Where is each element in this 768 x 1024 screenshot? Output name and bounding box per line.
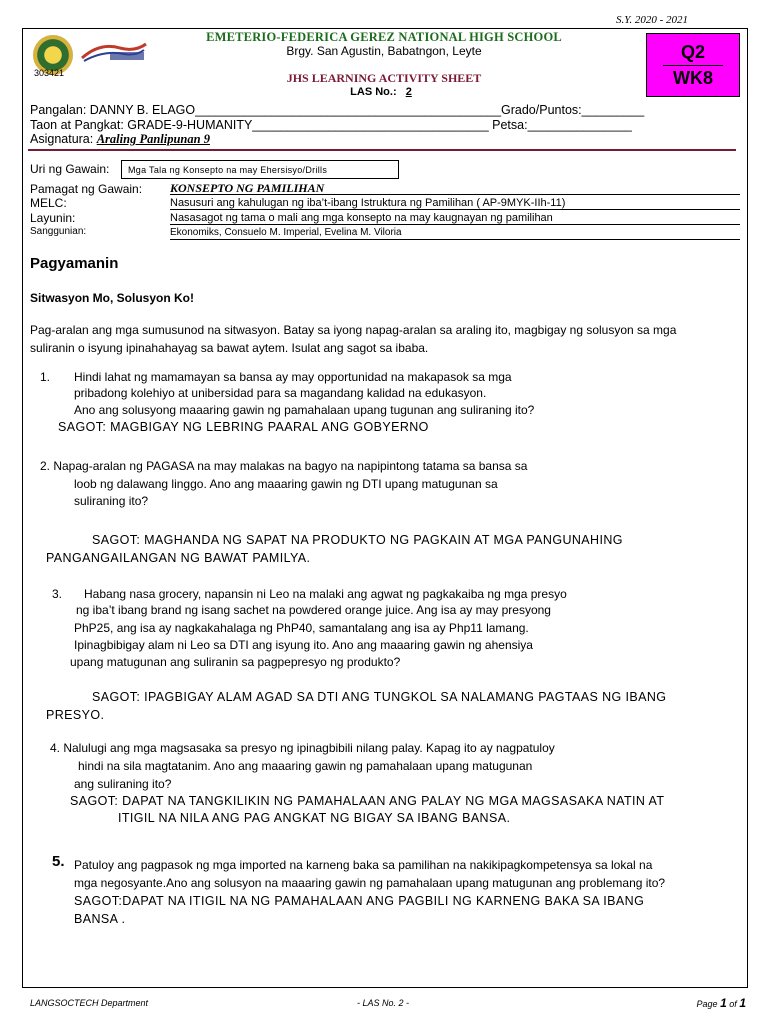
melc-label: MELC: [30,196,67,210]
layunin-label: Layunin: [30,211,76,225]
week-label: WK8 [673,68,713,88]
q4-line-2: hindi na sila magtatanim. Ano ang maaaring gawin ng pamahalaan upang matugunan [78,759,533,773]
school-id: 303421 [34,68,65,78]
footer-las: - LAS No. 2 - [357,998,410,1008]
subject-value: Araling Panlipunan 9 [96,132,210,146]
student-name-line: Pangalan: DANNY B. ELAGO____________________________________________Grado/Puntos:_________ [30,103,645,117]
q3-line-1: Habang nasa grocery, napansin ni Leo na malaki ang agwat ng pagkakaiba ng mga presyo [84,587,567,601]
subject-label: Asignatura: [30,132,94,146]
answer-2-line-1: SAGOT: MAGHANDA NG SAPAT NA PRODUKTO NG PAGKAIN AT MGA PANGUNAHING [92,533,623,547]
footer-department: LANGSOCTECH Department [30,998,149,1008]
q1-line-1: Hindi lahat ng mamamayan sa bansa ay may opportunidad na makapasok sa mga [74,370,512,384]
q3-line-4: Ipinagbibigay alam ni Leo sa DTI ang isyung ito. Ano ang maaaring gawin ng ahensiya [74,638,533,652]
q2-line-2: loob ng dalawang linggo. Ano ang maaaring gawin ng DTI upang matugunan sa [74,477,498,491]
q3-number: 3. [52,587,63,601]
quarter-label: Q2 [680,42,705,62]
uri-label: Uri ng Gawain: [30,162,110,176]
answer-5-line-1: SAGOT:DAPAT NA ITIGIL NA NG PAMAHALAAN ANG PAGBILI NG KARNENG BAKA SA IBANG [74,894,645,908]
q1-line-3: Ano ang solusyong maaaring gawin ng pamahalaan upang tugunan ang suliraning ito? [74,403,535,417]
layunin-value: Nasasagot ng tama o mali ang mga konsepto na may kaugnayan ng pamilihan [170,212,740,225]
header-divider [28,149,736,151]
school-year: S.Y. 2020 - 2021 [615,14,688,26]
q4-line-3: ang suliraning ito? [74,777,172,791]
q5-line-1: Patuloy ang pagpasok ng mga imported na karneng baka sa pamilihan na nakikipagkompetensya sa lokal na [74,858,653,872]
sheet-title: JHS LEARNING ACTIVITY SHEET [286,71,482,85]
instruction-line-2: suliranin o isyung ipinahahayag sa bawat aytem. Isulat ang sagot sa ibaba. [30,341,429,355]
pamagat-value: KONSEPTO NG PAMILIHAN [170,182,740,195]
footer-page-word: Page [696,999,718,1009]
section-title: Pagyamanin [30,255,119,272]
las-value: 2 [405,86,412,98]
instruction-line-1: Pag-aralan ang mga sumusunod na sitwasyon. Batay sa iyong napag-aralan sa araling ito, magbigay ng solusyon sa mga [30,323,677,337]
q3-line-5: upang matugunan ang suliranin sa pagpepresyo ng produkto? [70,655,401,669]
q1-line-2: pribadong kolehiyo at unibersidad para sa magandang kalidad na edukasyon. [74,386,487,400]
section-subtitle: Sitwasyon Mo, Solusyon Ko! [30,291,195,305]
school-address: Brgy. San Agustin, Babatngon, Leyte [286,44,482,58]
footer-page-number: 1 [720,996,727,1010]
q2-line-1: 2. Napag-aralan ng PAGASA na may malakas na bagyo na napipintong tatama sa bansa sa [40,459,528,473]
q1-number: 1. [40,370,51,384]
answer-2-line-2: PANGANGAILANGAN NG BAWAT PAMILYA. [46,551,311,565]
answer-4-line-2: ITIGIL NA NILA ANG PAG ANGKAT NG BIGAY SA IBANG BANSA. [118,811,511,825]
grade-section-line: Taon at Pangkat: GRADE-9-HUMANITY__________________________________ Petsa:_______________ [30,118,632,132]
q3-line-3: PhP25, ang isa ay nagkakahalaga ng PhP40, samantalang ang isa ay Php11 lamang. [74,621,529,635]
sanggunian-label: Sanggunian: [30,226,87,237]
footer-of-word: of [729,999,737,1009]
q3-line-2: ng iba’t ibang brand ng isang sachet na powdered orange juice. Ang isa ay may presyong [76,603,551,617]
las-label: LAS No.: [350,86,397,98]
uri-value-box: Mga Tala ng Konsepto na may Ehersisyo/Drills [121,160,399,179]
q4-line-1: 4. Nalulugi ang mga magsasaka sa presyo ng ipinagbibili nilang palay. Kapag ito ay nagpatuloy [50,741,555,755]
answer-3-line-2: PRESYO. [46,708,105,722]
answer-5-line-2: BANSA . [74,912,126,926]
answer-3-line-1: SAGOT: IPAGBIGAY ALAM AGAD SA DTI ANG TUNGKOL SA NALAMANG PAGTAAS NG IBANG [92,690,667,704]
school-name: EMETERIO-FEDERICA GEREZ NATIONAL HIGH SCHOOL [206,30,562,44]
footer-page [697,996,746,1010]
sanggunian-value: Ekonomiks, Consuelo M. Imperial, Evelina M. Viloria [170,227,740,240]
melc-value: Nasusuri ang kahulugan ng iba’t-ibang Istruktura ng Pamilihan ( AP-9MYK-IIh-11) [170,197,740,210]
quarter-week-box [646,33,740,97]
answer-1: SAGOT: MAGBIGAY NG LEBRING PAARAL ANG GOBYERNO [58,420,429,434]
footer-page-total: 1 [739,996,746,1010]
q2-line-3: suliraning ito? [74,494,149,508]
q5-line-2: mga negosyante.Ano ang solusyon na maaaring gawin ng pamahalaan upang matugunan ang problemang ito? [74,876,666,890]
pamagat-label: Pamagat ng Gawain: [30,182,143,196]
quarter-divider [663,65,723,66]
subject-line [30,132,210,147]
answer-4-line-1: SAGOT: DAPAT NA TANGKILIKIN NG PAMAHALAAN ANG PALAY NG MGA MAGSASAKA NATIN AT [70,794,665,808]
q5-number: 5. [52,853,65,870]
